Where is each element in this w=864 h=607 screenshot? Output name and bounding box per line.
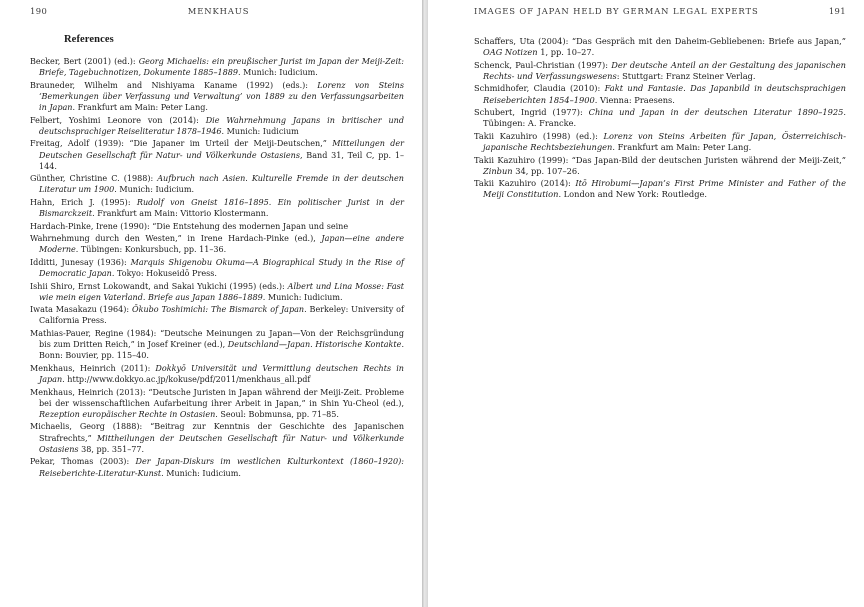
reference-pre-text: Menkhaus, Heinrich (2011):: [30, 363, 156, 373]
right-page: [428, 0, 864, 607]
reference-entry: [30, 221, 404, 232]
reference-entry: [474, 155, 846, 177]
reference-post-text: . Tübingen: Konkursbuch, pp. 11–36.: [75, 245, 227, 255]
reference-pre-text: Schmidhofer, Claudia (2010):: [474, 83, 605, 94]
reference-entry: [30, 115, 404, 137]
reference-post-text: . Frankfurt am Main: Vittorio Klostermann.: [92, 209, 269, 219]
reference-post-text: 1, pp. 10–27.: [537, 47, 595, 58]
reference-post-text: . Berkeley: University of California Press.: [39, 305, 404, 326]
reference-entry: [30, 328, 404, 362]
reference-post-text: . Frankfurt am Main: Peter Lang.: [72, 103, 208, 113]
reference-entry: [30, 456, 404, 478]
reference-pre-text: Idditti, Junesay (1936):: [30, 257, 131, 267]
reference-post-text: . Munich: Iudicium.: [238, 68, 318, 78]
reference-entry: [30, 257, 404, 279]
reference-italic-title: OAG Notizen: [483, 47, 538, 58]
reference-entry: [30, 281, 404, 303]
reference-pre-text: Freitag, Adolf (1939): “Die Japaner im Urteil der Meiji-Deutschen,”: [30, 139, 333, 149]
section-title: References: [64, 34, 114, 45]
reference-entry: [30, 304, 404, 326]
reference-pre-text: Michaelis, Georg (1888): “Beitrag zur Kenntnis der Geschichte des Japanischen Strafrechts,”: [30, 422, 404, 443]
reference-post-text: : Stuttgart: Franz Steiner Verlag.: [616, 70, 756, 81]
reference-italic-title: Der deutsche Anteil an der Gestaltung des japanischen Rechts- und Verfassungswesens: [483, 59, 846, 81]
reference-post-text: . London and New York: Routledge.: [558, 189, 707, 200]
reference-pre-text: Schenck, Paul-Christian (1997):: [474, 59, 612, 70]
reference-italic-title: Dokkyō Universität und Vermittlung deutschen Rechts in Japan: [39, 363, 404, 385]
reference-pre-text: Günther, Christine C. (1988):: [30, 174, 158, 184]
reference-post-text: . Bonn: Bouvier, pp. 115–40.: [39, 340, 404, 361]
reference-list-left: [30, 56, 404, 479]
reference-entry: [474, 60, 846, 82]
reference-italic-title: Lorenz von Steins ‘Bemerkungen über Verfassung und Verwaltung’ von 1889 zu den Verfassungsarbeiten in Japan: [39, 80, 404, 113]
page-number-right: 191: [828, 6, 846, 16]
reference-italic-title: China und Japan in der deutschen Literatur 1890–1925: [588, 107, 844, 118]
reference-italic-title: Aufbruch nach Asien. Kulturelle Fremde in der deutschen Literatur um 1900: [39, 174, 404, 195]
reference-italic-title: Lorenz von Steins Arbeiten für Japan, Österreichisch-japanische Rechtsbeziehungen: [483, 130, 846, 153]
running-head-title-right: IMAGES OF JAPAN HELD BY GERMAN LEGAL EXPERTS: [474, 6, 759, 16]
reference-post-text: . Frankfurt am Main: Peter Lang.: [612, 142, 752, 153]
reference-entry: [30, 56, 404, 78]
reference-italic-title: Mittheilungen der Deutschen Gesellschaft für Natur- und Völkerkunde Ostasiens: [39, 433, 404, 454]
reference-entry: [30, 138, 404, 172]
reference-pre-text: Felbert, Yoshimi Leonore von (2014):: [30, 115, 206, 125]
reference-pre-text: Takii Kazuhiro (1998) (ed.):: [474, 130, 604, 141]
reference-pre-text: Wahrnehmung durch den Westen,” in Irene Hardach-Pinke (ed.),: [30, 234, 322, 244]
running-head-title-left: MENKHAUS: [187, 6, 250, 16]
reference-post-text: . Vienna: Praesens.: [594, 94, 675, 105]
running-head-right: [474, 5, 846, 17]
reference-post-text: , Band 31, Teil C, pp. 1–144.: [39, 150, 404, 171]
reference-italic-title: Albert und Lina Mosse: Fast wie mein eigen Vaterland. Briefe aus Japan 1886–1889: [39, 281, 404, 302]
reference-pre-text: Ishii Shiro, Ernst Lokowandt, and Sakai Yukichi (1995) (eds.):: [30, 281, 288, 291]
reference-post-text: . Tokyo: Hokuseidō Press.: [111, 269, 217, 279]
reference-entry: [474, 107, 846, 129]
reference-entry: [30, 387, 404, 421]
reference-post-text: . Munich: Iudicium.: [161, 468, 241, 478]
reference-entry: [30, 173, 404, 195]
reference-pre-text: Hahn, Erich J. (1995):: [30, 197, 137, 207]
left-page: [0, 0, 422, 607]
reference-entry: [474, 178, 846, 200]
reference-pre-text: Brauneder, Wilhelm and Nishiyama Kaname (1992) (eds.):: [30, 80, 318, 90]
reference-italic-title: Georg Michaelis: ein preußischer Jurist im Japan der Meiji-Zeit: Briefe, Tagebuchnotizen, Dokumente 1885–1889: [39, 57, 404, 78]
reference-entry: [30, 233, 404, 255]
reference-post-text: 34, pp. 107–26.: [512, 165, 580, 176]
reference-entry: [474, 83, 846, 105]
reference-pre-text: Pekar, Thomas (2003):: [30, 457, 136, 467]
reference-italic-title: Rezeption europäischer Rechte in Ostasien: [39, 409, 216, 419]
reference-italic-title: Der Japan-Diskurs im westlichen Kulturkontext (1860–1920): Reiseberichte-Literatur-Kunst: [39, 457, 404, 478]
reference-entry: [30, 363, 404, 385]
reference-post-text: . Munich: Iudicium: [221, 126, 299, 136]
reference-post-text: 38, pp. 351–77.: [78, 444, 145, 454]
reference-italic-title: Deutschland—Japan. Historische Kontakte: [227, 340, 402, 350]
reference-italic-title: Rudolf von Gneist 1816–1895. Ein politischer Jurist in der Bismarckzeit: [39, 197, 404, 219]
reference-entry: [474, 36, 846, 58]
reference-entry: [30, 80, 404, 114]
reference-pre-text: Mathias-Pauer, Regine (1984): “Deutsche Meinungen zu Japan—Von der Reichsgründung bis zum Dritten Reich,” in Josef Kreiner (ed.),: [30, 328, 404, 350]
reference-pre-text: Takii Kazuhiro (1999): “Das Japan-Bild der deutschen Juristen während der Meiji-Zeit,”: [474, 154, 846, 165]
reference-post-text: . Munich: Iudicium.: [262, 292, 343, 302]
reference-italic-title: Mitteilungen der Deutschen Gesellschaft für Natur- und Völkerkunde Ostasiens: [39, 139, 405, 160]
reference-italic-title: Zinbun: [483, 165, 513, 176]
reference-italic-title: Fakt und Fantasie. Das Japanbild in deutschsprachigen Reiseberichten 1854–1900: [483, 83, 846, 105]
reference-italic-title: Marquis Shigenobu Okuma—A Biographical Study in the Rise of Democratic Japan: [39, 257, 405, 279]
reference-pre-text: Schaffers, Uta (2004): “Das Gespräch mit den Daheim-Gebliebenen: Briefe aus Japan,”: [474, 36, 846, 46]
reference-italic-title: Die Wahrnehmung Japans in britischer und deutschsprachiger Reiseliteratur 1878–1946: [39, 115, 404, 136]
reference-list-right: [474, 36, 846, 201]
reference-post-text: . http://www.dokkyo.ac.jp/kokuse/pdf/2011/menkhaus_all.pdf: [62, 375, 311, 385]
reference-post-text: . Seoul: Bobmunsa, pp. 71–85.: [215, 409, 339, 419]
reference-pre-text: Takii Kazuhiro (2014):: [474, 178, 576, 189]
reference-pre-text: Hardach-Pinke, Irene (1990): “Die Entstehung des modernen Japan und seine: [30, 221, 349, 231]
reference-pre-text: Schubert, Ingrid (1977):: [474, 107, 589, 118]
reference-entry: [474, 131, 846, 153]
reference-pre-text: Iwata Masakazu (1964):: [30, 305, 132, 315]
reference-pre-text: Menkhaus, Heinrich (2013): “Deutsche Juristen in Japan während der Meiji-Zeit. Probleme bei der wissenschaftlichen Aufarbeitung ihrer Arbeit in Japan,” in Shin Yu-Cheol (ed.),: [30, 387, 404, 408]
reference-italic-title: Japan—eine andere Moderne: [39, 234, 404, 255]
reference-post-text: . Munich: Iudicium.: [114, 185, 195, 195]
page-number-left: 190: [30, 6, 48, 16]
reference-entry: [30, 421, 404, 455]
reference-post-text: . Tübingen: A. Francke.: [483, 107, 846, 129]
reference-italic-title: Ōkubo Toshimichi: The Bismarck of Japan: [131, 305, 305, 315]
running-head-left: [30, 5, 404, 17]
reference-italic-title: Itō Hirobumi—Japan’s First Prime Minister and Father of the Meiji Constitution: [483, 178, 846, 200]
reference-entry: [30, 197, 404, 219]
reference-pre-text: Becker, Bert (2001) (ed.):: [30, 57, 139, 66]
